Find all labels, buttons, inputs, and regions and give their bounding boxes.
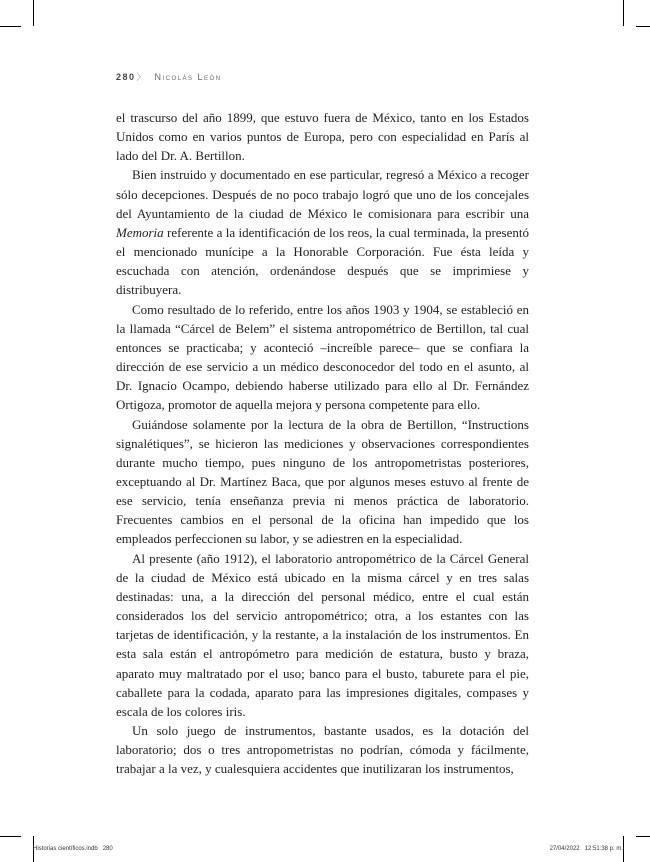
crop-mark bbox=[0, 26, 21, 27]
crop-mark bbox=[623, 836, 624, 862]
running-head-author: Nicolás León bbox=[154, 72, 222, 82]
footer-file-info: Historias científicos.indb 280 bbox=[33, 846, 113, 852]
emphasis-text: Memoria bbox=[116, 224, 164, 240]
paragraph: Como resultado de lo referido, entre los años 1903 y 1904, se estableció en la llamada “Cárcel de Belem” el sistema antropométrico de Bertillon, tal cual entonces se practicaba; y aconteció –increíble parece– que se confiara la dirección de ese servicio a un médico desconocedor del todo en el asunto, al Dr. Ignacio Ocampo, debiendo haberse utilizado para ello al Dr. Fernández Ortigoza, promotor de aquella mejora y persona competente para ello. bbox=[116, 301, 529, 413]
print-footer bbox=[33, 846, 623, 852]
crop-mark bbox=[636, 836, 650, 837]
paragraph: Al presente (año 1912), el laboratorio antropométrico de la Cárcel General de la ciudad de México está ubicado en la misma cárcel y en tres salas destinadas: una, a la dirección del personal médico, entre el cual están considerados los del servicio antropométrico; otra, a los estantes con las tarjetas de identificación, y la restante, a la instalación de los instrumentos. En esta sala están el antropómetro para medición de estatura, busto y braza, aparato muy maltratado por el uso; banco para el busto, taburete para el pie, caballete para la codada, aparato para las impresiones digitales, compases y escala de los colores iris. bbox=[116, 550, 529, 719]
crop-mark bbox=[636, 26, 650, 27]
crop-mark bbox=[623, 0, 624, 26]
paragraph: el trascurso del año 1899, que estuvo fuera de México, tanto en los Estados Unidos como en varios puntos de Europa, pero con especialidad en París al lado del Dr. A. Bertillon. bbox=[116, 110, 529, 164]
crop-mark bbox=[33, 0, 34, 26]
paragraph: Guiándose solamente por la lectura de la obra de Bertillon, “Instructions signalétiques”, se hicieron las mediciones y observaciones correspondientes durante mucho tiempo, pues ninguno de los antropometristas posteriores, exceptuando al Dr. Martínez Baca, que por algunos meses estuvo al frente de ese servicio, tenía enseñanza previa ni menos práctica de laboratorio. Frecuentes cambios en el personal de la oficina han impedido que los empleados perfeccionen su labor, y se adiestren en la especialidad. bbox=[116, 416, 529, 547]
footer-timestamp: 27/04/2022 12:51:38 p. m. bbox=[549, 846, 623, 852]
running-head bbox=[116, 70, 222, 83]
paragraph-text: referente a la identificación de los reos, la cual terminada, la presentó el mencionado munícipe a la Honorable Corporación. Fue ésta leída y escuchada con atención, ordenándose después que se imprimiese y distribuyera. bbox=[116, 224, 529, 298]
paragraph bbox=[116, 165, 529, 299]
paragraph: Un solo juego de instrumentos, bastante usados, es la dotación del laboratorio; dos o tres antropometristas no podrían, cómoda y fácilmente, trabajar a la vez, y cualesquiera accidentes que inutilizaran los instrumentos, bbox=[116, 723, 529, 777]
separator-glyph: 〉 bbox=[136, 72, 147, 82]
body-text bbox=[116, 108, 529, 778]
page-number: 280 bbox=[116, 72, 136, 82]
paragraph-text: Bien instruido y documentado en ese particular, regresó a México a recoger sólo decepciones. Después de no poco trabajo logró que uno de los concejales del Ayuntamiento de la ciudad de México le comisionara para escribir una bbox=[116, 167, 529, 221]
crop-mark bbox=[0, 836, 21, 837]
